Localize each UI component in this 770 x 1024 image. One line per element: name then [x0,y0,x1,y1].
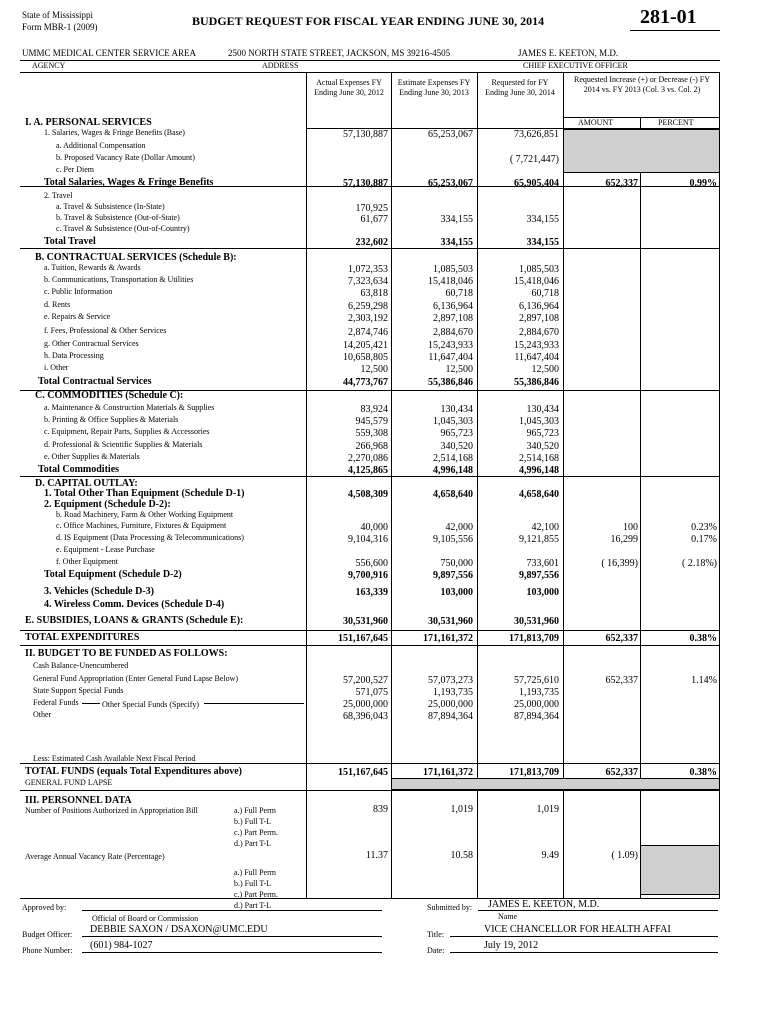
row-label: c. Equipment, Repair Parts, Supplies & Accessories [44,427,210,436]
cell-actual: 170,925 [355,203,388,214]
row-label: c. Travel & Subsistence (Out-of-Country) [56,224,190,233]
row-label: e. Equipment - Lease Purchase [56,545,155,554]
cell-estimate: 130,434 [440,404,473,415]
cell-requested: 4,996,148 [519,465,559,476]
form-code: 281-01 [640,6,697,28]
row-label: g. Other Contractual Services [44,339,139,348]
cell-requested: 65,905,404 [514,178,559,189]
cell-requested: 6,136,964 [519,301,559,312]
cell-estimate: 60,718 [445,288,473,299]
positions-label: Number of Positions Authorized in Appropriation Bill [25,806,198,815]
row-label: c. Per Diem [56,165,94,174]
cell-actual: 57,130,887 [343,178,388,189]
submitted-by-value: JAMES E. KEETON, M.D. [488,899,600,910]
cell-requested: 87,894,364 [514,711,559,722]
cell-requested: 15,418,046 [514,276,559,287]
submitted-by-label: Submitted by: [427,903,473,912]
cell-requested: 2,514,168 [519,453,559,464]
cell-actual: 4,125,865 [348,465,388,476]
budget-officer-label: Budget Officer: [22,930,73,939]
cell-requested: 334,155 [526,214,559,225]
row-label: b. Communications, Transportation & Utilities [44,275,194,284]
positions-actual: 839 [373,804,388,815]
row-label: GENERAL FUND LAPSE [25,778,113,787]
row-label: C. COMMODITIES (Schedule C): [35,390,184,401]
cell-requested: 1,193,735 [519,687,559,698]
row-label: 3. Vehicles (Schedule D-3) [44,586,154,597]
cell-estimate: 9,897,556 [433,570,473,581]
other-special-funds-label: Other Special Funds (Specify) [102,700,200,709]
cell-actual: 10,658,805 [343,352,388,363]
cell-estimate: 4,658,640 [433,489,473,500]
cell-actual: 57,200,527 [343,675,388,686]
cell-change-percent: 0.38% [689,633,717,644]
title-value: VICE CHANCELLOR FOR HEALTH AFFAI [484,924,671,935]
cell-estimate: 171,161,372 [423,767,473,778]
positions-requested: 1,019 [536,804,559,815]
cell-estimate: 87,894,364 [428,711,473,722]
row-label: a. Additional Compensation [56,141,146,150]
personnel-sublabel: b.) Full T-L [234,879,272,888]
personnel-sublabel: d.) Part T-L [234,839,272,848]
cell-estimate: 1,045,303 [433,416,473,427]
row-label: d. Professional & Scientific Supplies & Materials [44,440,203,449]
percent-header: PERCENT [658,118,694,127]
shaded-cell [640,845,720,895]
row-label: Less: Estimated Cash Available Next Fiscal Period [33,754,196,763]
cell-change-amount: 100 [623,522,638,533]
personnel-title: III. PERSONNEL DATA [25,795,132,806]
cell-actual: 9,700,916 [348,570,388,581]
row-label: E. SUBSIDIES, LOANS & GRANTS (Schedule E): [25,615,244,626]
row-label: D. CAPITAL OUTLAY: [35,478,138,489]
cell-actual: 556,600 [355,558,388,569]
row-label: b. Road Machinery, Farm & Other Working Equipment [56,510,234,519]
cell-estimate: 57,073,273 [428,675,473,686]
positions-estimate: 1,019 [450,804,473,815]
cell-change-percent: 1.14% [691,675,717,686]
row-label: Total Equipment (Schedule D-2) [44,569,182,580]
cell-requested: 42,100 [531,522,559,533]
phone-value: (601) 984-1027 [90,940,153,951]
row-label: 4. Wireless Comm. Devices (Schedule D-4) [44,599,225,610]
row-label: Total Contractual Services [38,376,152,387]
cell-estimate: 4,996,148 [433,465,473,476]
row-label: a. Maintenance & Construction Materials & Supplies [44,403,215,412]
row-label: State Support Special Funds [33,686,124,695]
row-label: e. Repairs & Service [44,312,111,321]
cell-requested: 30,531,960 [514,616,559,627]
row-label: b. Proposed Vacancy Rate (Dollar Amount) [56,153,195,162]
agency-address: 2500 NORTH STATE STREET, JACKSON, MS 39216-4505 [228,48,451,58]
cell-actual: 6,259,298 [348,301,388,312]
personnel-sublabel: a.) Full Perm [234,806,276,815]
cell-estimate: 25,000,000 [428,699,473,710]
row-label: d. IS Equipment (Data Processing & Telecommunications) [56,533,244,542]
cell-requested: 57,725,610 [514,675,559,686]
row-label: Cash Balance-Unencumbered [33,661,129,670]
cell-estimate: 2,514,168 [433,453,473,464]
cell-estimate: 42,000 [445,522,473,533]
cell-actual: 2,270,086 [348,453,388,464]
cell-estimate: 12,500 [445,364,473,375]
row-label: I. A. PERSONAL SERVICES [25,117,152,128]
personnel-sublabel: d.) Part T-L [234,901,272,910]
cell-change-amount: 652,337 [605,767,638,778]
cell-estimate: 15,243,933 [428,340,473,351]
row-label: i. Other [44,363,69,372]
date-label: Date: [427,946,445,955]
cell-estimate: 55,386,846 [428,377,473,388]
col-estimate-header: Estimate Expenses FY Ending June 30, 2013 [397,78,471,97]
cell-actual: 1,072,353 [348,264,388,275]
cell-estimate: 103,000 [440,587,473,598]
cell-requested: 130,434 [526,404,559,415]
cell-requested: 4,658,640 [519,489,559,500]
cell-change-percent: 0.17% [691,534,717,545]
vacancy-estimate: 10.58 [450,850,473,861]
row-label: c. Office Machines, Furniture, Fixtures & Equipment [56,521,227,530]
cell-actual: 63,818 [360,288,388,299]
approved-by-label: Approved by: [22,903,67,912]
personnel-sublabel: c.) Part Perm. [234,828,278,837]
cell-requested: 171,813,709 [509,633,559,644]
cell-actual: 25,000,000 [343,699,388,710]
agency-name: UMMC MEDICAL CENTER SERVICE AREA [22,48,196,58]
vacancy-actual: 11.37 [365,850,388,861]
cell-estimate: 334,155 [440,237,473,248]
cell-actual: 44,773,767 [343,377,388,388]
cell-actual: 2,874,746 [348,327,388,338]
vacancy-label: Average Annual Vacancy Rate (Percentage) [25,852,165,861]
row-label: General Fund Appropriation (Enter General Fund Lapse Below) [33,674,239,683]
vacancy-change: ( 1.09) [611,850,638,861]
date-value: July 19, 2012 [484,940,539,951]
cell-actual: 2,303,192 [348,313,388,324]
cell-actual: 163,339 [355,587,388,598]
personnel-sublabel: a.) Full Perm [234,868,276,877]
row-label: II. BUDGET TO BE FUNDED AS FOLLOWS: [25,648,228,659]
row-label: d. Rents [44,300,71,309]
vacancy-requested: 9.49 [541,850,559,861]
address-caption: ADDRESS [262,61,299,70]
row-label: Other [33,710,52,719]
cell-requested: 103,000 [526,587,559,598]
row-label: a. Travel & Subsistence (In-State) [56,202,165,211]
cell-requested: 55,386,846 [514,377,559,388]
row-label: 1. Salaries, Wages & Fringe Benefits (Base) [44,128,185,137]
cell-requested: 340,520 [526,441,559,452]
col-actual-header: Actual Expenses FY Ending June 30, 2012 [314,78,384,97]
page-title: BUDGET REQUEST FOR FISCAL YEAR ENDING JUNE 30, 2014 [192,14,545,28]
cell-estimate: 65,253,067 [428,129,473,140]
row-label: 2. Equipment (Schedule D-2): [44,499,171,510]
cell-actual: 559,308 [355,428,388,439]
row-label: 1. Total Other Than Equipment (Schedule D-1) [44,488,245,499]
row-label: TOTAL FUNDS (equals Total Expenditures above) [25,766,242,777]
cell-actual: 571,075 [355,687,388,698]
row-label: a. Tuition, Rewards & Awards [44,263,141,272]
phone-label: Phone Number: [22,946,73,955]
cell-change-amount: ( 16,399) [601,558,638,569]
row-label: Total Commodities [38,464,120,475]
row-label: h. Data Processing [44,351,104,360]
cell-estimate: 2,897,108 [433,313,473,324]
cell-requested: 11,647,404 [514,352,559,363]
cell-requested: 9,121,855 [519,534,559,545]
cell-estimate: 1,193,735 [433,687,473,698]
cell-requested: 15,243,933 [514,340,559,351]
cell-requested: 73,626,851 [514,129,559,140]
cell-actual: 12,500 [360,364,388,375]
row-label: 2. Travel [44,191,73,200]
cell-change-percent: 0.99% [689,178,717,189]
cell-requested: 2,897,108 [519,313,559,324]
row-label: Total Salaries, Wages & Fringe Benefits [44,177,214,188]
cell-requested: 60,718 [531,288,559,299]
shaded-cell [563,129,720,173]
cell-actual: 7,323,634 [348,276,388,287]
cell-actual: 151,167,645 [338,767,388,778]
row-label: b. Travel & Subsistence (Out-of-State) [56,213,180,222]
cell-actual: 4,508,309 [348,489,388,500]
cell-estimate: 6,136,964 [433,301,473,312]
cell-actual: 945,579 [355,416,388,427]
cell-estimate: 2,884,670 [433,327,473,338]
cell-estimate: 171,161,372 [423,633,473,644]
cell-actual: 83,924 [360,404,388,415]
cell-actual: 40,000 [360,522,388,533]
row-label: Total Travel [44,236,96,247]
cell-requested: ( 7,721,447) [509,154,559,165]
cell-estimate: 15,418,046 [428,276,473,287]
cell-estimate: 750,000 [440,558,473,569]
cell-actual: 61,677 [360,214,388,225]
title-label: Title: [427,930,445,939]
row-label: e. Other Supplies & Materials [44,452,140,461]
cell-requested: 12,500 [531,364,559,375]
cell-actual: 68,396,043 [343,711,388,722]
officer-caption: CHIEF EXECUTIVE OFFICER [523,61,628,70]
cell-actual: 151,167,645 [338,633,388,644]
cell-requested: 965,723 [526,428,559,439]
cell-requested: 25,000,000 [514,699,559,710]
form-label: Form MBR-1 (2009) [22,22,98,32]
name-caption: Name [498,912,518,921]
cell-actual: 232,602 [355,237,388,248]
cell-requested: 1,085,503 [519,264,559,275]
cell-estimate: 30,531,960 [428,616,473,627]
row-label: f. Other Equipment [56,557,118,566]
cell-change-percent: 0.38% [689,767,717,778]
cell-change-percent: 0.23% [691,522,717,533]
cell-change-percent: ( 2.18%) [682,558,717,569]
shaded-cell [391,778,720,790]
official-caption: Official of Board or Commission [92,914,199,923]
officer-name: JAMES E. KEETON, M.D. [518,48,619,58]
cell-actual: 57,130,887 [343,129,388,140]
cell-requested: 1,045,303 [519,416,559,427]
cell-requested: 2,884,670 [519,327,559,338]
agency-caption: AGENCY [32,61,66,70]
cell-change-amount: 652,337 [605,675,638,686]
cell-change-amount: 652,337 [605,178,638,189]
cell-estimate: 1,085,503 [433,264,473,275]
row-label: b. Printing & Office Supplies & Materials [44,415,179,424]
row-label: c. Public Information [44,287,113,296]
cell-requested: 334,155 [526,237,559,248]
cell-actual: 9,104,316 [348,534,388,545]
cell-actual: 266,968 [355,441,388,452]
row-label: Federal Funds [33,698,79,707]
cell-requested: 9,897,556 [519,570,559,581]
state-label: State of Mississippi [22,10,94,20]
cell-estimate: 11,647,404 [428,352,473,363]
col-change-header: Requested Increase (+) or Decrease (-) FY 2014 vs. FY 2013 (Col. 3 vs. Col. 2) [574,75,710,94]
cell-actual: 14,205,421 [343,340,388,351]
cell-actual: 30,531,960 [343,616,388,627]
cell-change-amount: 16,299 [610,534,638,545]
cell-requested: 733,601 [526,558,559,569]
cell-estimate: 340,520 [440,441,473,452]
personnel-sublabel: c.) Part Perm. [234,890,278,899]
row-label: TOTAL EXPENDITURES [25,632,140,643]
row-label: B. CONTRACTUAL SERVICES (Schedule B): [35,252,237,263]
personnel-sublabel: b.) Full T-L [234,817,272,826]
cell-estimate: 334,155 [440,214,473,225]
cell-estimate: 9,105,556 [433,534,473,545]
row-label: f. Fees, Professional & Other Services [44,326,167,335]
amount-header: AMOUNT [578,118,614,127]
cell-requested: 171,813,709 [509,767,559,778]
cell-estimate: 65,253,067 [428,178,473,189]
budget-officer-value: DEBBIE SAXON / DSAXON@UMC.EDU [90,924,268,935]
cell-estimate: 965,723 [440,428,473,439]
col-requested-header: Requested for FY Ending June 30, 2014 [485,78,555,97]
cell-change-amount: 652,337 [605,633,638,644]
